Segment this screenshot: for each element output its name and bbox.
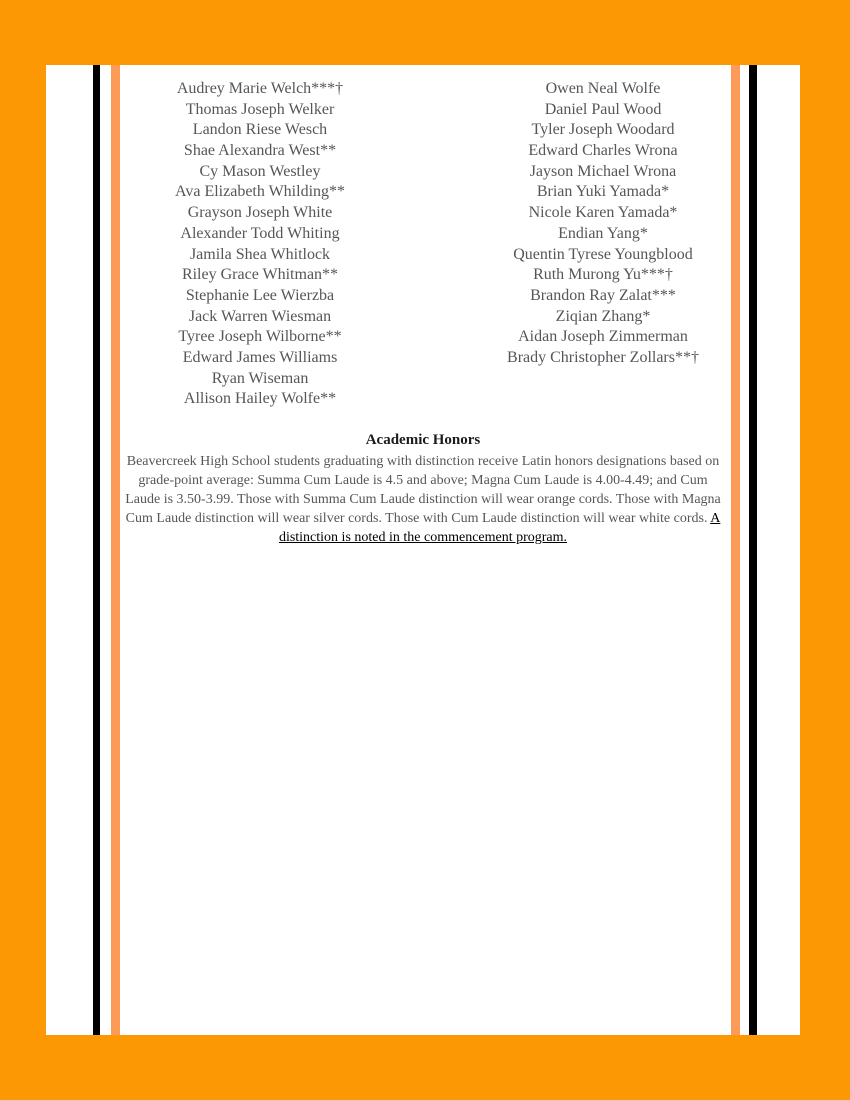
academic-honors-heading: Academic Honors bbox=[365, 432, 481, 448]
graduate-name: Edward James Williams bbox=[182, 348, 338, 366]
graduate-name: Jayson Michael Wrona bbox=[529, 162, 677, 180]
graduate-name: Ryan Wiseman bbox=[211, 369, 309, 387]
graduate-name: Riley Grace Whitman** bbox=[181, 266, 339, 284]
graduate-name: Jack Warren Wiesman bbox=[188, 307, 332, 325]
graduate-name: Endian Yang* bbox=[558, 224, 648, 242]
graduate-name: Allison Hailey Wolfe** bbox=[183, 390, 337, 408]
honors-emphasis-text: A distinction is noted in the commencement program. bbox=[278, 511, 721, 545]
graduate-name: Ruth Murong Yu***† bbox=[533, 266, 673, 284]
graduate-name: Ziqian Zhang* bbox=[555, 307, 651, 325]
graduate-names-right-column bbox=[432, 79, 774, 369]
graduate-name: Stephanie Lee Wierzba bbox=[185, 286, 335, 304]
graduate-name: Nicole Karen Yamada* bbox=[528, 204, 678, 222]
graduate-name: Jamila Shea Whitlock bbox=[189, 245, 331, 263]
graduate-name: Quentin Tyrese Youngblood bbox=[513, 245, 693, 263]
graduate-name: Brandon Ray Zalat*** bbox=[530, 286, 676, 304]
graduate-name: Daniel Paul Wood bbox=[544, 100, 662, 118]
graduate-name: Cy Mason Westley bbox=[199, 162, 321, 180]
academic-honors-section bbox=[46, 430, 800, 547]
graduate-name: Aidan Joseph Zimmerman bbox=[518, 328, 688, 346]
honors-body-text: Beavercreek High School students graduating with distinction receive Latin honors designations based on grade-point average: Summa Cum Laude is 4.5 and above; Magna Cum Laude is 4.00-4.49; and Cum Laude is 3.50-3.99. Those with Summa Cum Laude distinction will wear orange cords. Those with Magna Cum Laude distinction will wear silver cords. Those with Cum Laude distinction will wear white cords. bbox=[125, 454, 721, 526]
graduate-name: Brady Christopher Zollars**† bbox=[507, 348, 699, 366]
graduate-name: Alexander Todd Whiting bbox=[180, 224, 340, 242]
graduate-name: Edward Charles Wrona bbox=[528, 142, 678, 160]
graduate-name: Grayson Joseph White bbox=[187, 204, 333, 222]
graduate-name: Shae Alexandra West** bbox=[183, 142, 337, 160]
graduate-name: Audrey Marie Welch***† bbox=[176, 80, 344, 97]
graduate-name: Owen Neal Wolfe bbox=[545, 80, 661, 97]
graduate-name: Ava Elizabeth Whilding** bbox=[174, 183, 346, 201]
graduate-name: Thomas Joseph Welker bbox=[185, 100, 335, 118]
graduate-name: Landon Riese Wesch bbox=[192, 121, 328, 139]
graduate-name: Brian Yuki Yamada* bbox=[536, 183, 670, 201]
graduate-names-left-column bbox=[89, 79, 431, 410]
academic-honors-paragraph bbox=[124, 452, 722, 547]
graduate-name: Tyler Joseph Woodard bbox=[531, 121, 675, 139]
graduate-name: Tyree Joseph Wilborne** bbox=[178, 328, 342, 346]
program-page bbox=[46, 65, 800, 1035]
